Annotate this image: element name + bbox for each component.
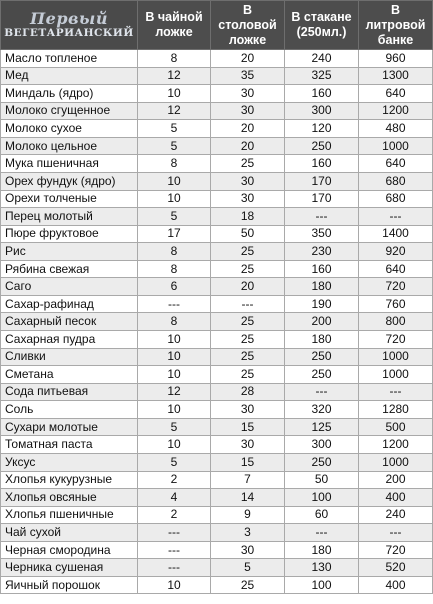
teaspoon-value: 10 <box>138 172 211 190</box>
product-name: Пюре фруктовое <box>1 225 138 243</box>
teaspoon-value: 8 <box>138 155 211 173</box>
tablespoon-value: 25 <box>211 331 285 349</box>
glass-value: 180 <box>285 278 359 296</box>
glass-value: 250 <box>285 348 359 366</box>
table-row <box>1 155 433 173</box>
product-name: Сахарный песок <box>1 313 138 331</box>
product-name: Перец молотый <box>1 208 138 226</box>
tablespoon-value: 7 <box>211 471 285 489</box>
liter-jar-value: 640 <box>359 155 433 173</box>
tablespoon-value: 50 <box>211 225 285 243</box>
table-row <box>1 278 433 296</box>
table-row <box>1 190 433 208</box>
table-row <box>1 137 433 155</box>
teaspoon-value: 2 <box>138 471 211 489</box>
product-name: Сахар-рафинад <box>1 295 138 313</box>
tablespoon-value: 3 <box>211 524 285 542</box>
product-name: Молоко цельное <box>1 137 138 155</box>
tablespoon-value: 20 <box>211 50 285 68</box>
glass-value: 100 <box>285 489 359 507</box>
teaspoon-value: 10 <box>138 348 211 366</box>
tablespoon-value: 20 <box>211 120 285 138</box>
liter-jar-value: 200 <box>359 471 433 489</box>
product-name: Яичный порошок <box>1 576 138 594</box>
table-row <box>1 120 433 138</box>
glass-value: 325 <box>285 67 359 85</box>
liter-jar-value: 640 <box>359 85 433 103</box>
table-row <box>1 85 433 103</box>
teaspoon-value: 17 <box>138 225 211 243</box>
teaspoon-value: --- <box>138 541 211 559</box>
glass-value: 200 <box>285 313 359 331</box>
teaspoon-value: --- <box>138 559 211 577</box>
product-name: Масло топленое <box>1 50 138 68</box>
liter-jar-value: 920 <box>359 243 433 261</box>
glass-value: 170 <box>285 190 359 208</box>
product-name: Сода питьевая <box>1 383 138 401</box>
table-row <box>1 453 433 471</box>
product-name: Сливки <box>1 348 138 366</box>
liter-jar-value: --- <box>359 208 433 226</box>
product-name: Чай сухой <box>1 524 138 542</box>
product-name: Хлопья кукурузные <box>1 471 138 489</box>
glass-value: 250 <box>285 137 359 155</box>
header-row <box>1 1 433 50</box>
table-row <box>1 401 433 419</box>
tablespoon-value: 30 <box>211 102 285 120</box>
tablespoon-value: --- <box>211 295 285 313</box>
tablespoon-value: 5 <box>211 559 285 577</box>
tablespoon-value: 15 <box>211 418 285 436</box>
tablespoon-value: 35 <box>211 67 285 85</box>
liter-jar-value: 500 <box>359 418 433 436</box>
teaspoon-value: 10 <box>138 190 211 208</box>
liter-jar-value: 640 <box>359 260 433 278</box>
logo-line1: Первый <box>30 9 108 28</box>
glass-value: 130 <box>285 559 359 577</box>
table-row <box>1 243 433 261</box>
liter-jar-value: 480 <box>359 120 433 138</box>
glass-value: 160 <box>285 260 359 278</box>
product-name: Черника сушеная <box>1 559 138 577</box>
glass-value: 300 <box>285 102 359 120</box>
teaspoon-value: 8 <box>138 260 211 278</box>
glass-value: 160 <box>285 155 359 173</box>
liter-jar-value: 1400 <box>359 225 433 243</box>
teaspoon-value: 12 <box>138 383 211 401</box>
glass-value: 230 <box>285 243 359 261</box>
liter-jar-value: 1200 <box>359 436 433 454</box>
glass-value: --- <box>285 208 359 226</box>
table-header <box>1 1 433 50</box>
tablespoon-value: 9 <box>211 506 285 524</box>
liter-jar-value: 1000 <box>359 366 433 384</box>
liter-jar-value: 240 <box>359 506 433 524</box>
liter-jar-value: 1000 <box>359 137 433 155</box>
glass-value: 180 <box>285 331 359 349</box>
liter-jar-value: --- <box>359 383 433 401</box>
table-row <box>1 225 433 243</box>
header-tablespoon: В столовой ложке <box>211 1 285 50</box>
glass-value: 190 <box>285 295 359 313</box>
table-row <box>1 102 433 120</box>
liter-jar-value: 520 <box>359 559 433 577</box>
table-row <box>1 524 433 542</box>
tablespoon-value: 30 <box>211 85 285 103</box>
teaspoon-value: 10 <box>138 85 211 103</box>
table-row <box>1 208 433 226</box>
glass-value: 160 <box>285 85 359 103</box>
teaspoon-value: 10 <box>138 331 211 349</box>
liter-jar-value: 400 <box>359 489 433 507</box>
tablespoon-value: 15 <box>211 453 285 471</box>
glass-value: 240 <box>285 50 359 68</box>
tablespoon-value: 25 <box>211 155 285 173</box>
glass-value: 300 <box>285 436 359 454</box>
product-name: Томатная паста <box>1 436 138 454</box>
tablespoon-value: 14 <box>211 489 285 507</box>
table-row <box>1 366 433 384</box>
glass-value: 50 <box>285 471 359 489</box>
liter-jar-value: 760 <box>359 295 433 313</box>
glass-value: --- <box>285 383 359 401</box>
liter-jar-value: 1000 <box>359 348 433 366</box>
glass-value: 170 <box>285 172 359 190</box>
glass-value: 350 <box>285 225 359 243</box>
glass-value: 250 <box>285 366 359 384</box>
product-name: Сметана <box>1 366 138 384</box>
glass-value: 320 <box>285 401 359 419</box>
table-row <box>1 559 433 577</box>
product-name: Орех фундук (ядро) <box>1 172 138 190</box>
table-row <box>1 260 433 278</box>
tablespoon-value: 30 <box>211 436 285 454</box>
product-name: Черная смородина <box>1 541 138 559</box>
table-row <box>1 331 433 349</box>
table-row <box>1 67 433 85</box>
table-row <box>1 489 433 507</box>
liter-jar-value: 960 <box>359 50 433 68</box>
table-row <box>1 576 433 594</box>
teaspoon-value: 5 <box>138 208 211 226</box>
teaspoon-value: --- <box>138 524 211 542</box>
table-row <box>1 436 433 454</box>
teaspoon-value: 8 <box>138 313 211 331</box>
product-name: Молоко сухое <box>1 120 138 138</box>
glass-value: 120 <box>285 120 359 138</box>
teaspoon-value: 12 <box>138 67 211 85</box>
liter-jar-value: 1280 <box>359 401 433 419</box>
liter-jar-value: --- <box>359 524 433 542</box>
product-name: Мед <box>1 67 138 85</box>
liter-jar-value: 720 <box>359 278 433 296</box>
tablespoon-value: 25 <box>211 260 285 278</box>
table-row <box>1 471 433 489</box>
product-name: Рябина свежая <box>1 260 138 278</box>
header-glass: В стакане (250мл.) <box>285 1 359 50</box>
product-name: Сахарная пудра <box>1 331 138 349</box>
glass-value: --- <box>285 524 359 542</box>
tablespoon-value: 25 <box>211 366 285 384</box>
header-liter-jar: В литровой банке <box>359 1 433 50</box>
liter-jar-value: 680 <box>359 172 433 190</box>
product-name: Хлопья овсяные <box>1 489 138 507</box>
product-name: Саго <box>1 278 138 296</box>
tablespoon-value: 25 <box>211 243 285 261</box>
table-row <box>1 172 433 190</box>
table-row <box>1 506 433 524</box>
teaspoon-value: 4 <box>138 489 211 507</box>
tablespoon-value: 30 <box>211 541 285 559</box>
product-name: Соль <box>1 401 138 419</box>
logo-line2: ВЕГЕТАРИАНСКИЙ <box>4 27 134 39</box>
product-name: Орехи толченые <box>1 190 138 208</box>
tablespoon-value: 28 <box>211 383 285 401</box>
teaspoon-value: 10 <box>138 436 211 454</box>
teaspoon-value: 12 <box>138 102 211 120</box>
product-name: Молоко сгущенное <box>1 102 138 120</box>
table-row <box>1 295 433 313</box>
liter-jar-value: 1300 <box>359 67 433 85</box>
product-name: Уксус <box>1 453 138 471</box>
glass-value: 100 <box>285 576 359 594</box>
liter-jar-value: 400 <box>359 576 433 594</box>
glass-value: 125 <box>285 418 359 436</box>
table-row <box>1 50 433 68</box>
table-row <box>1 541 433 559</box>
teaspoon-value: 10 <box>138 576 211 594</box>
teaspoon-value: 8 <box>138 243 211 261</box>
teaspoon-value: --- <box>138 295 211 313</box>
liter-jar-value: 680 <box>359 190 433 208</box>
liter-jar-value: 1000 <box>359 453 433 471</box>
tablespoon-value: 20 <box>211 278 285 296</box>
product-name: Рис <box>1 243 138 261</box>
teaspoon-value: 5 <box>138 120 211 138</box>
teaspoon-value: 6 <box>138 278 211 296</box>
teaspoon-value: 2 <box>138 506 211 524</box>
teaspoon-value: 5 <box>138 453 211 471</box>
tablespoon-value: 30 <box>211 401 285 419</box>
liter-jar-value: 1200 <box>359 102 433 120</box>
tablespoon-value: 18 <box>211 208 285 226</box>
teaspoon-value: 10 <box>138 366 211 384</box>
teaspoon-value: 8 <box>138 50 211 68</box>
table-row <box>1 418 433 436</box>
liter-jar-value: 800 <box>359 313 433 331</box>
logo <box>1 1 138 50</box>
table-row <box>1 383 433 401</box>
tablespoon-value: 20 <box>211 137 285 155</box>
product-name: Миндаль (ядро) <box>1 85 138 103</box>
product-name: Хлопья пшеничные <box>1 506 138 524</box>
tablespoon-value: 30 <box>211 172 285 190</box>
tablespoon-value: 25 <box>211 313 285 331</box>
tablespoon-value: 25 <box>211 348 285 366</box>
teaspoon-value: 10 <box>138 401 211 419</box>
glass-value: 60 <box>285 506 359 524</box>
teaspoon-value: 5 <box>138 418 211 436</box>
table-row <box>1 313 433 331</box>
table-body <box>1 50 433 594</box>
product-name: Сухари молотые <box>1 418 138 436</box>
liter-jar-value: 720 <box>359 331 433 349</box>
header-teaspoon: В чайной ложке <box>138 1 211 50</box>
table-row <box>1 348 433 366</box>
tablespoon-value: 30 <box>211 190 285 208</box>
liter-jar-value: 720 <box>359 541 433 559</box>
glass-value: 250 <box>285 453 359 471</box>
glass-value: 180 <box>285 541 359 559</box>
product-name: Мука пшеничная <box>1 155 138 173</box>
tablespoon-value: 25 <box>211 576 285 594</box>
teaspoon-value: 5 <box>138 137 211 155</box>
